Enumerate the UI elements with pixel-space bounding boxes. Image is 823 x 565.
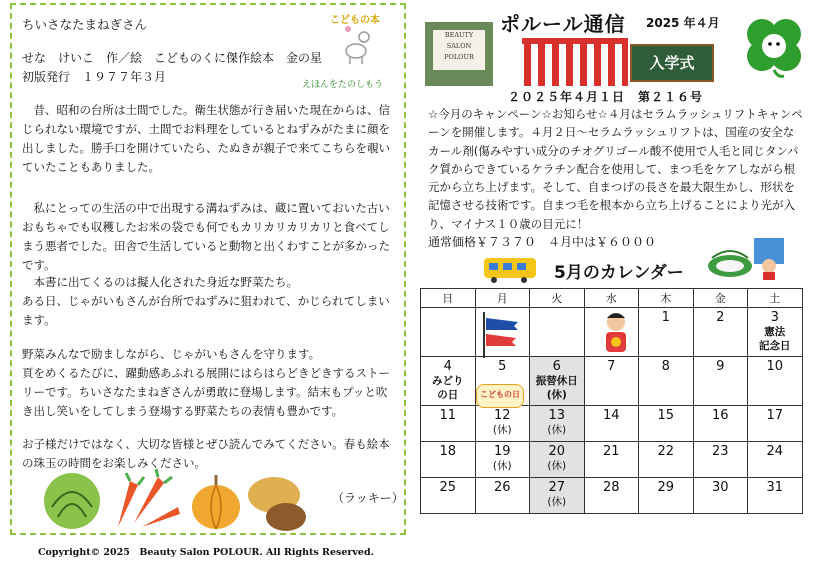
review-paragraph-1: 昔、昭和の台所は土間でした。衛生状態が行き届いた現在からは、信じられない環境ですが、土間でお料理をしているとねずみがたまに顔を出しました。勝手口を開けていたら、たぬきが親子で来てこちらを覗いていたこともありました。 bbox=[22, 103, 390, 174]
calendar-day-cell bbox=[530, 406, 585, 442]
review-paragraph-4: 野菜みんなで励ましながら、じゃがいもさんを守ります。 頁をめくるたびに、躍動感あふれる展開にはらはらどきどきするストーリーです。ちいさなたまねぎさんが勇敢に登場します。結末もプッと吹き出し笑いをしてしまう登場する野菜たちの表情も豊かです。 bbox=[22, 347, 390, 418]
signature: （ラッキー） bbox=[332, 491, 404, 505]
train-icon bbox=[480, 254, 540, 284]
calendar-day-cell bbox=[639, 478, 694, 514]
copyright: Copyright© 2025 Beauty Salon POLOUR. All Rights Reserved. bbox=[38, 547, 374, 558]
weekday-fri: 金 bbox=[693, 289, 748, 308]
calendar-day-number: 5 bbox=[498, 359, 507, 374]
entrance-ceremony-board: 入学式 bbox=[630, 44, 714, 82]
calendar-day-number: 29 bbox=[657, 480, 675, 495]
book-title: ちいさなたまねぎさん bbox=[22, 17, 148, 32]
calendar-day-number: 23 bbox=[711, 444, 729, 459]
calendar-day-number: 16 bbox=[711, 408, 729, 423]
price-text: 通常価格￥７３７０ ４月中は￥６０００ bbox=[428, 235, 657, 249]
kodomo-no-hi-badge: こどもの日 bbox=[476, 384, 524, 408]
kashiwa-mochi-icon bbox=[706, 246, 754, 278]
calendar-day-number: 9 bbox=[716, 359, 725, 374]
salon-photo bbox=[425, 22, 493, 86]
calendar-day-number: 21 bbox=[602, 444, 620, 459]
calendar-day-number: 24 bbox=[766, 444, 784, 459]
calendar-day-cell bbox=[693, 308, 748, 357]
weekday-wed: 水 bbox=[584, 289, 639, 308]
calendar-week-row bbox=[421, 442, 803, 478]
calendar-day-number: 10 bbox=[766, 359, 784, 374]
weekday-tue: 火 bbox=[530, 289, 585, 308]
calendar-day-number: 25 bbox=[439, 480, 457, 495]
calendar-day-number: 20 bbox=[548, 444, 566, 459]
calendar-day-cell bbox=[639, 357, 694, 406]
calendar-day-number: 28 bbox=[602, 480, 620, 495]
review-paragraph-3: 本書に出てくるのは擬人化された身近な野菜たち。 ある日、じゃがいもさんが台所でねずみに狙われて、かじられてしまいます。 bbox=[22, 275, 390, 327]
weekday-thu: 木 bbox=[639, 289, 694, 308]
calendar-day-note: (休) bbox=[492, 460, 512, 472]
calendar-day-note: (休) bbox=[547, 460, 567, 472]
deer-icon bbox=[340, 25, 374, 65]
calendar-day-number: 22 bbox=[657, 444, 675, 459]
onion-icon bbox=[192, 475, 240, 529]
weekday-mon: 月 bbox=[475, 289, 530, 308]
calendar-title: 5月のカレンダー bbox=[554, 263, 684, 283]
calendar-day-number: 7 bbox=[607, 359, 616, 374]
book-review-panel bbox=[10, 3, 406, 535]
calendar-day-cell bbox=[748, 442, 803, 478]
vegetables-illustration bbox=[38, 467, 308, 533]
calendar-day-cell bbox=[421, 442, 476, 478]
calendar-day-cell bbox=[693, 406, 748, 442]
calendar-day-number: 14 bbox=[602, 408, 620, 423]
cabbage-icon bbox=[44, 473, 100, 529]
calendar-day-note: (休) bbox=[547, 496, 567, 508]
campaign-text: ☆今月のキャンペーン☆お知らせ☆４月はセラムラッシュリフトキャンペーンを開催します。４月２日～セラムラッシュリフトは、国産の安全なカール剤(傷みやすい成分のチオグリゴール酸不使用で人毛と同じタンパク質からできているケラチン配合を使用して、まつ毛をケアしながら根元から立ち上げます。そして、自まつげの長さを最大限生かし、形状を記憶させる技術です。自まつ毛を根本から立ち上げることにより光が入り、マイナス１０歳の目元に！ bbox=[428, 107, 803, 231]
calendar-day-number: 19 bbox=[493, 444, 511, 459]
boy-with-banner-icon bbox=[752, 238, 788, 280]
calendar-day-cell bbox=[639, 442, 694, 478]
calendar-day-cell bbox=[475, 406, 530, 442]
calendar-day-cell bbox=[584, 478, 639, 514]
calendar-day-cell bbox=[639, 308, 694, 357]
salon-sign: BEAUTY SALON POLOUR bbox=[433, 30, 485, 70]
calendar-day-cell bbox=[584, 357, 639, 406]
calendar-week-row bbox=[421, 406, 803, 442]
review-paragraph-2: 私にとっての生活の中で出現する溝ねずみは、蔵に置いておいた古いおもちゃでも収穫したお米の袋でも何でもカリカリカリカリと食べてしまう悪者でした。田舎で生活していると動物と出くわすことが多かったです。 bbox=[22, 201, 390, 272]
weekday-sat: 土 bbox=[748, 289, 803, 308]
calendar-day-note: (休) bbox=[492, 424, 512, 436]
calendar-day-number: 17 bbox=[766, 408, 784, 423]
calendar-day-cell bbox=[748, 308, 803, 357]
calendar-week-row bbox=[421, 478, 803, 514]
calendar-day-cell bbox=[530, 442, 585, 478]
calendar-day-note: みどり の日 bbox=[432, 375, 464, 401]
kintaro-icon bbox=[598, 310, 634, 358]
calendar-day-cell bbox=[584, 442, 639, 478]
calendar-weekday-row bbox=[421, 289, 803, 308]
weekday-sun: 日 bbox=[421, 289, 476, 308]
issue-line: ２０２５年４月１日 第２１６号 bbox=[508, 90, 704, 104]
clover-character-icon bbox=[734, 10, 814, 80]
carrot-icon bbox=[118, 469, 180, 527]
calendar-day-number: 30 bbox=[711, 480, 729, 495]
potato-icon bbox=[248, 477, 306, 531]
calendar-day-number: 31 bbox=[766, 480, 784, 495]
calendar-day-cell bbox=[693, 442, 748, 478]
calendar-day-cell bbox=[748, 406, 803, 442]
calendar-day-cell bbox=[421, 357, 476, 406]
calendar-day-cell bbox=[748, 357, 803, 406]
calendar-day-number: 3 bbox=[770, 310, 779, 325]
calendar-day-number: 13 bbox=[548, 408, 566, 423]
calendar-day-cell bbox=[530, 478, 585, 514]
calendar-day-number: 27 bbox=[548, 480, 566, 495]
review-paragraph-5: お子様だけではなく、大切な皆様とぜひ読んでみてください。春も絵本の珠玉の時間をお楽しみください。 bbox=[22, 437, 390, 470]
calendar-day-cell bbox=[421, 478, 476, 514]
book-meta: せな けいこ 作／絵 こどものくに傑作絵本 金の星 初版発行 １９７７年３月 bbox=[22, 51, 323, 84]
issue-date: 2025 年４月 bbox=[646, 16, 720, 30]
calendar-day-cell bbox=[421, 406, 476, 442]
calendar-day-number: 1 bbox=[661, 310, 670, 325]
calendar-day-note: 振替休日 (休) bbox=[535, 375, 578, 401]
calendar-day-cell bbox=[421, 308, 476, 357]
calendar-day-note: (休) bbox=[547, 424, 567, 436]
calendar-day-cell bbox=[475, 478, 530, 514]
calendar-day-cell bbox=[584, 406, 639, 442]
calendar-day-number: 2 bbox=[716, 310, 725, 325]
calendar-day-note: 憲法 記念日 bbox=[759, 326, 791, 352]
koinobori-icon bbox=[478, 310, 522, 358]
calendar-day-number: 6 bbox=[552, 359, 561, 374]
calendar-day-cell bbox=[639, 406, 694, 442]
newsletter-title: ポルール通信 bbox=[500, 12, 626, 36]
calendar-day-number: 11 bbox=[439, 408, 457, 423]
kohaku-curtain-icon bbox=[522, 38, 628, 86]
calendar-day-cell bbox=[693, 478, 748, 514]
calendar-day-cell bbox=[693, 357, 748, 406]
calendar-day-number: 18 bbox=[439, 444, 457, 459]
calendar-day-cell bbox=[475, 442, 530, 478]
calendar-day-number: 12 bbox=[493, 408, 511, 423]
calendar-day-cell bbox=[748, 478, 803, 514]
calendar-day-number: 8 bbox=[661, 359, 670, 374]
calendar-day-number: 15 bbox=[657, 408, 675, 423]
calendar-day-cell bbox=[530, 357, 585, 406]
kodomo-no-hon-label: こどもの本 bbox=[330, 15, 380, 26]
calendar-day-number: 4 bbox=[443, 359, 452, 374]
calendar-day-cell bbox=[530, 308, 585, 357]
calendar-day-number: 26 bbox=[493, 480, 511, 495]
ehon-label: えほんをたのしもう bbox=[302, 80, 384, 90]
